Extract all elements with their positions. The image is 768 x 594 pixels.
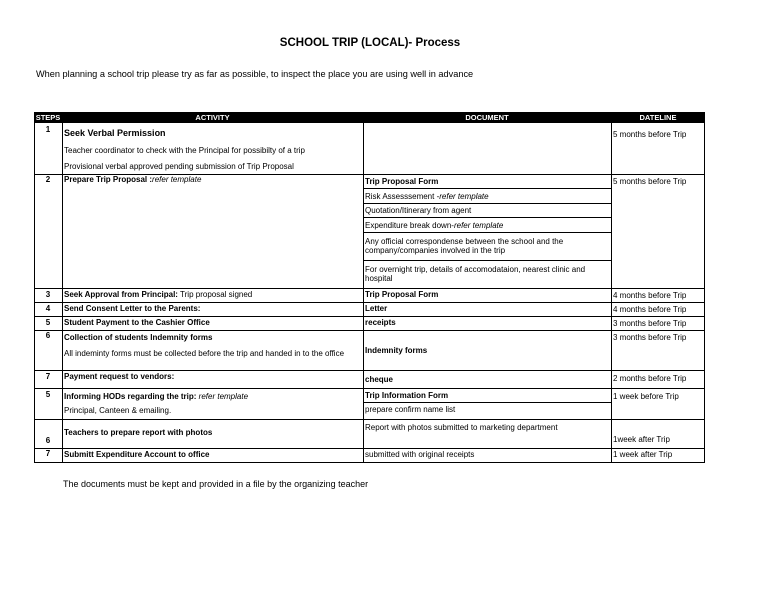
header-dateline: DATELINE [639, 113, 677, 122]
header-activity: ACTIVITY [195, 113, 230, 122]
intro-text: When planning a school trip please try as far as possible, to inspect the place you are using well in advance [36, 69, 474, 79]
dateline: 5 months before Trip [613, 130, 687, 139]
dateline: 2 months before Trip [613, 374, 687, 383]
process-table: STEPS ACTIVITY DOCUMENT DATELINE 1 Seek Verbal Permission Teacher coordinator to check with the Principal for possibilty of a trip Provisional verbal approved pending submission of Trip Proposal 5 months before Trip 2 Prepare Trip Proposal :refer template Trip Proposal Form Risk Assesssement -refer template Quotation/Itinerary from agent Expenditure break down-refer template Any official correspondense between the school and the company/companies involved in the trip For overnight trip, details of accomodataion, nearest clinic and hospital 5 months before Trip 3 Seek Approval from Principal: Trip proposal signed Trip Proposal Form 4 months before Trip 4 Send Consent Letter to the Parents: Letter 4 months before Trip 5 Student Payment to the Cashier Office receipts 3 months before Trip 6 Collection of students Indemnity forms All indeminty forms must be collected before the trip and handed in to the office Indemnity forms 3 months before Trip 7 Payment request to vendors: cheque 2 months before Trip 5 Informing HODs regarding the trip: refer template Principal, Canteen & emailing. Trip Information Form prepare confirm name list 1 week before Trip 6 Teachers to prepare report with photos Report with photos submitted to marketing department 1week after Trip 7 Submitt Expenditure Account to office submitted with original receipts 1 week after Trip [34, 112, 705, 463]
footer-note: The documents must be kept and provided in a file by the organizing teacher [63, 479, 369, 489]
dateline: 5 months before Trip [613, 177, 687, 186]
dateline: 1week after Trip [613, 435, 670, 444]
table-header [34, 112, 705, 123]
dateline: 4 months before Trip [613, 305, 687, 314]
header-document: DOCUMENT [465, 113, 509, 122]
dateline: 3 months before Trip [613, 333, 687, 342]
dateline: 4 months before Trip [613, 291, 687, 300]
dateline: 3 months before Trip [613, 319, 687, 328]
header-steps: STEPS [35, 113, 61, 122]
page-title: SCHOOL TRIP (LOCAL)- Process [279, 37, 461, 49]
dateline: 1 week after Trip [613, 450, 673, 459]
activity-title: Seek Verbal Permission [64, 128, 166, 138]
dateline: 1 week before Trip [613, 392, 679, 401]
